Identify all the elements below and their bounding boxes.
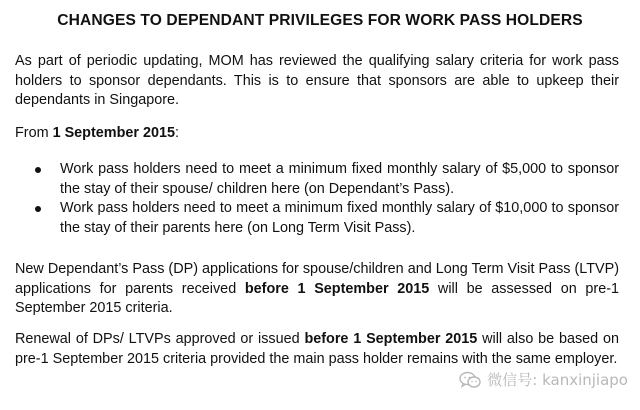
watermark-text: 微信号: kanxinjiapo [487, 371, 628, 389]
wechat-icon [459, 371, 481, 389]
effective-date: 1 September 2015 [52, 125, 175, 141]
effective-date-line [15, 124, 619, 144]
wechat-watermark [459, 369, 628, 390]
list-item [0, 160, 619, 199]
new-applications-text-start: New Dependant’s Pass (DP) applications for spouse/children and Long Term Visit Pass (LTVP) applications for parents received [15, 261, 619, 297]
effective-date-prefix: From [15, 125, 53, 141]
bullet-text: Work pass holders need to meet a minimum fixed monthly salary of $5,000 to sponsor the stay of their spouse/ children here (on Dependant’s Pass). [60, 161, 619, 197]
renewal-cutoff: before 1 September 2015 [304, 331, 478, 347]
new-applications-text-end: will be assessed on pre-1 September 2015 criteria. [15, 280, 619, 316]
bullet-icon [35, 167, 41, 173]
bullet-text: Work pass holders need to meet a minimum fixed monthly salary of $10,000 to sponsor the stay of their parents here (on Long Term Visit Pass). [60, 200, 619, 236]
effective-date-suffix: : [174, 125, 179, 141]
document-title: CHANGES TO DEPENDANT PRIVILEGES FOR WORK PASS HOLDERS [57, 12, 583, 29]
salary-criteria-list [0, 160, 640, 238]
renewal-text-end: will also be based on pre-1 September 2015 criteria provided the main pass holder remains with the same employer. [15, 331, 620, 367]
intro-paragraph: As part of periodic updating, MOM has reviewed the qualifying salary criteria for work pass holders to sponsor dependants. This is to ensure that sponsors are able to upkeep their dependants in Singapore. [15, 53, 619, 108]
new-applications-cutoff: before 1 September 2015 [244, 280, 430, 297]
renewal-text-start: Renewal of DPs/ LTVPs approved or issued [15, 331, 305, 347]
bullet-icon [35, 206, 41, 212]
renewal-paragraph [15, 330, 619, 369]
new-applications-paragraph [15, 260, 619, 319]
list-item [0, 199, 619, 238]
